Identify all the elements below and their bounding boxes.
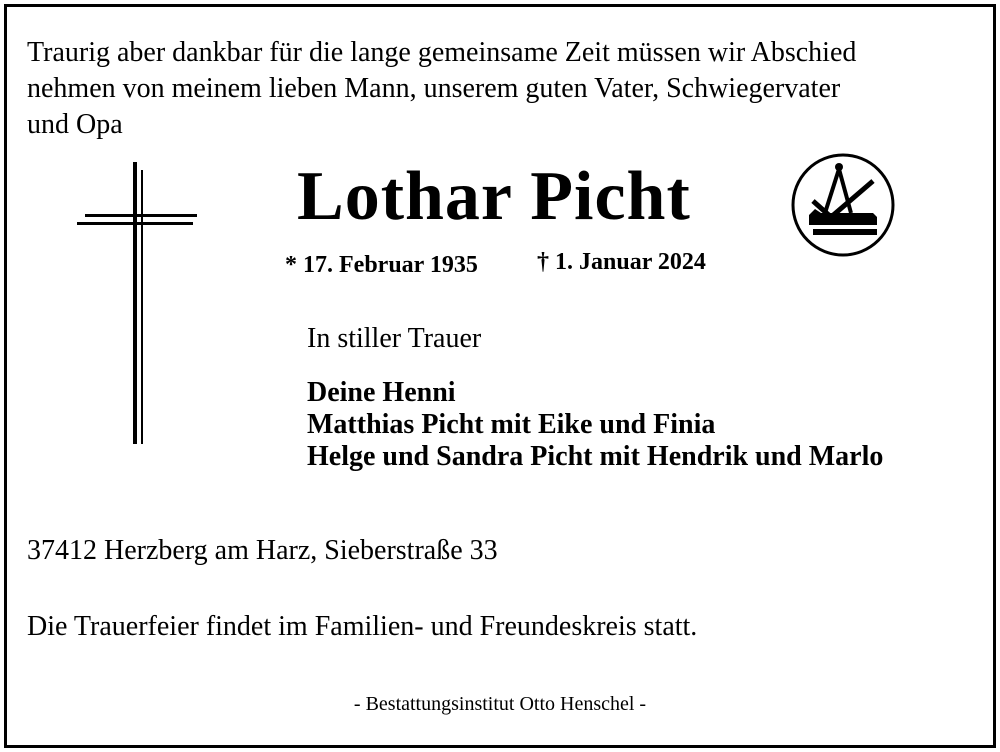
mourning-phrase: In stiller Trauer xyxy=(307,323,482,354)
deceased-name: Lothar Picht xyxy=(297,158,691,235)
family-list xyxy=(307,377,883,473)
intro-line: und Opa xyxy=(27,109,123,140)
family-member: Deine Henni xyxy=(307,377,456,408)
death-date: † 1. Januar 2024 xyxy=(537,249,706,275)
obituary-notice xyxy=(4,4,996,748)
intro-line: nehmen von meinem lieben Mann, unserem guten Vater, Schwiegervater xyxy=(27,73,841,104)
address: 37412 Herzberg am Harz, Sieberstraße 33 xyxy=(27,535,498,566)
intro-line: Traurig aber dankbar für die lange gemeinsame Zeit müssen wir Abschied xyxy=(27,37,857,68)
family-member: Matthias Picht mit Eike und Finia xyxy=(307,409,716,440)
family-member: Helge und Sandra Picht mit Hendrik und Marlo xyxy=(307,441,884,472)
intro-text xyxy=(27,35,977,143)
undertaker: - Bestattungsinstitut Otto Henschel - xyxy=(353,693,647,715)
birth-date: * 17. Februar 1935 xyxy=(285,252,478,278)
service-info: Die Trauerfeier findet im Familien- und Freundeskreis statt. xyxy=(27,611,698,642)
cross-icon xyxy=(69,162,204,452)
carpenter-guild-emblem-icon xyxy=(789,151,897,259)
